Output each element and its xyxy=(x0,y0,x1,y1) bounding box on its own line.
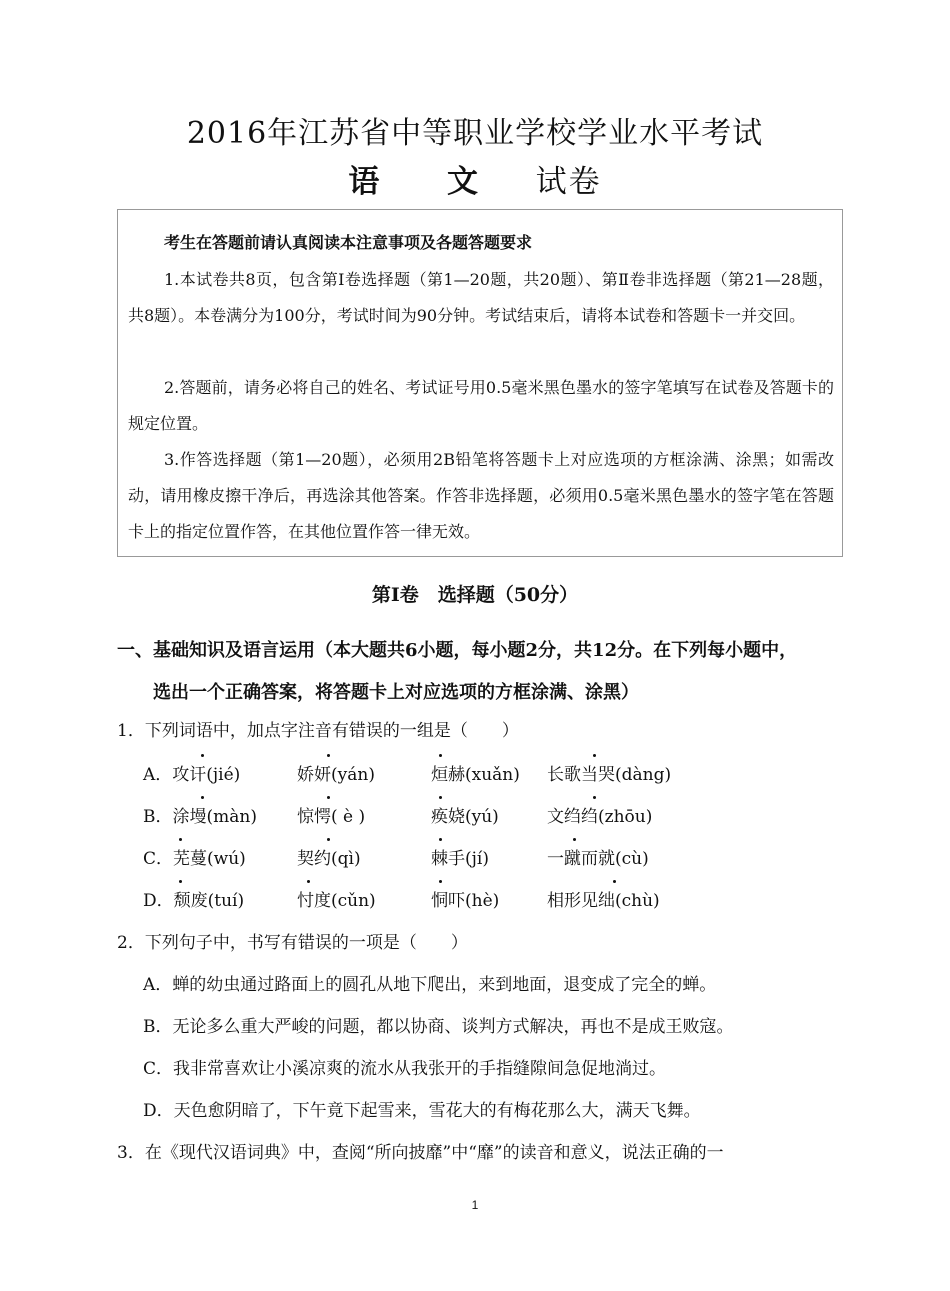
emphasis-dot xyxy=(439,880,442,883)
emphasis-dot xyxy=(613,880,616,883)
q1-d-word-1: D．颓废(tuí) xyxy=(143,891,245,911)
emphasis-dot xyxy=(327,796,330,799)
emphasis-dot xyxy=(573,838,576,841)
part-one-line-2: 选出一个正确答案，将答题卡上对应选项的方框涂满、涂黑） xyxy=(153,682,639,703)
q1-c-word-1: C．芜蔓(wú) xyxy=(143,849,246,869)
q2-option-b: B．无论多么重大严峻的问题，都以协商、谈判方式解决，再也不是成王败寇。 xyxy=(143,1017,734,1037)
question-1-stem: 1．下列词语中，加点字注音有错误的一组是（ ） xyxy=(117,721,519,741)
notice-item-1: 1.本试卷共8页，包含第Ⅰ卷选择题（第1—20题，共20题）、第Ⅱ卷非选择题（第21—28题，共8题）。本卷满分为100分，考试时间为90分钟。考试结束后，请将本试卷和答题卡一并交回。 xyxy=(128,270,834,325)
subtitle-shijuan: 试卷 xyxy=(535,164,602,200)
part-one-heading xyxy=(117,630,847,714)
exam-title: 2016年江苏省中等职业学校学业水平考试 xyxy=(186,116,764,151)
section-title: 第Ⅰ卷 选择题（50分） xyxy=(371,584,579,606)
q2-option-d: D．天色愈阴暗了，下午竟下起雪来，雪花大的有梅花那么大，满天飞舞。 xyxy=(143,1101,701,1121)
emphasis-dot xyxy=(179,880,182,883)
subtitle-yu: 语 xyxy=(348,164,382,200)
q2-option-c: C．我非常喜欢让小溪凉爽的流水从我张开的手指缝隙间急促地淌过。 xyxy=(143,1059,667,1079)
exam-subtitle xyxy=(0,156,950,201)
emphasis-dot xyxy=(179,838,182,841)
q1-a-word-1: A．攻讦(jié) xyxy=(143,765,241,785)
notice-heading: 考生在答题前请认真阅读本注意事项及各题答题要求 xyxy=(164,233,533,252)
emphasis-dot xyxy=(327,754,330,757)
q1-b-word-2: 惊愕( è ) xyxy=(297,807,366,827)
emphasis-dot xyxy=(439,796,442,799)
emphasis-dot xyxy=(439,754,442,757)
emphasis-dot xyxy=(439,838,442,841)
notice-item-2: 2.答题前，请务必将自己的姓名、考试证号用0.5毫米黑色墨水的签字笔填写在试卷及答题卡的规定位置。 xyxy=(128,378,834,433)
q1-a-word-3: 烜赫(xuǎn) xyxy=(431,765,520,785)
q1-b-word-4: 文绉绉(zhōu) xyxy=(547,807,653,827)
question-2-stem: 2．下列句子中，书写有错误的一项是（ ） xyxy=(117,933,468,953)
question-3-stem: 3．在《现代汉语词典》中，查阅“所向披靡”中“靡”的读音和意义，说法正确的一 xyxy=(117,1143,724,1163)
emphasis-dot xyxy=(327,838,330,841)
q2-option-a: A．蝉的幼虫通过路面上的圆孔从地下爬出，来到地面，退变成了完全的蝉。 xyxy=(143,975,717,995)
q1-c-word-2: 契约(qì) xyxy=(297,849,361,869)
page-number: 1 xyxy=(471,1198,479,1212)
q1-d-word-4: 相形见绌(chù) xyxy=(547,891,660,911)
notice-box xyxy=(117,209,843,557)
emphasis-dot xyxy=(593,796,596,799)
notice-item-3: 3.作答选择题（第1—20题），必须用2B铅笔将答题卡上对应选项的方框涂满、涂黑；如需改动，请用橡皮擦干净后，再选涂其他答案。作答非选择题，必须用0.5毫米黑色墨水的签字笔在答题卡上的指定位置作答，在其他位置作答一律无效。 xyxy=(128,450,834,541)
q1-d-word-3: 恫吓(hè) xyxy=(431,891,500,911)
q1-c-word-4: 一蹴而就(cù) xyxy=(547,849,649,869)
q1-c-word-3: 棘手(jí) xyxy=(431,849,489,869)
emphasis-dot xyxy=(201,796,204,799)
emphasis-dot xyxy=(307,880,310,883)
emphasis-dot xyxy=(201,754,204,757)
q1-a-word-4: 长歌当哭(dàng) xyxy=(547,765,672,785)
q1-b-word-1: B．涂墁(màn) xyxy=(143,807,257,827)
part-one-line-1: 一、基础知识及语言运用（本大题共6小题，每小题2分，共12分。在下列每小题中， xyxy=(117,640,798,661)
q1-d-word-2: 忖度(cǔn) xyxy=(297,891,376,911)
q1-a-word-2: 娇妍(yán) xyxy=(297,765,375,785)
q1-b-word-3: 痪娆(yú) xyxy=(431,807,499,827)
subtitle-wen: 文 xyxy=(447,164,480,200)
emphasis-dot xyxy=(593,754,596,757)
